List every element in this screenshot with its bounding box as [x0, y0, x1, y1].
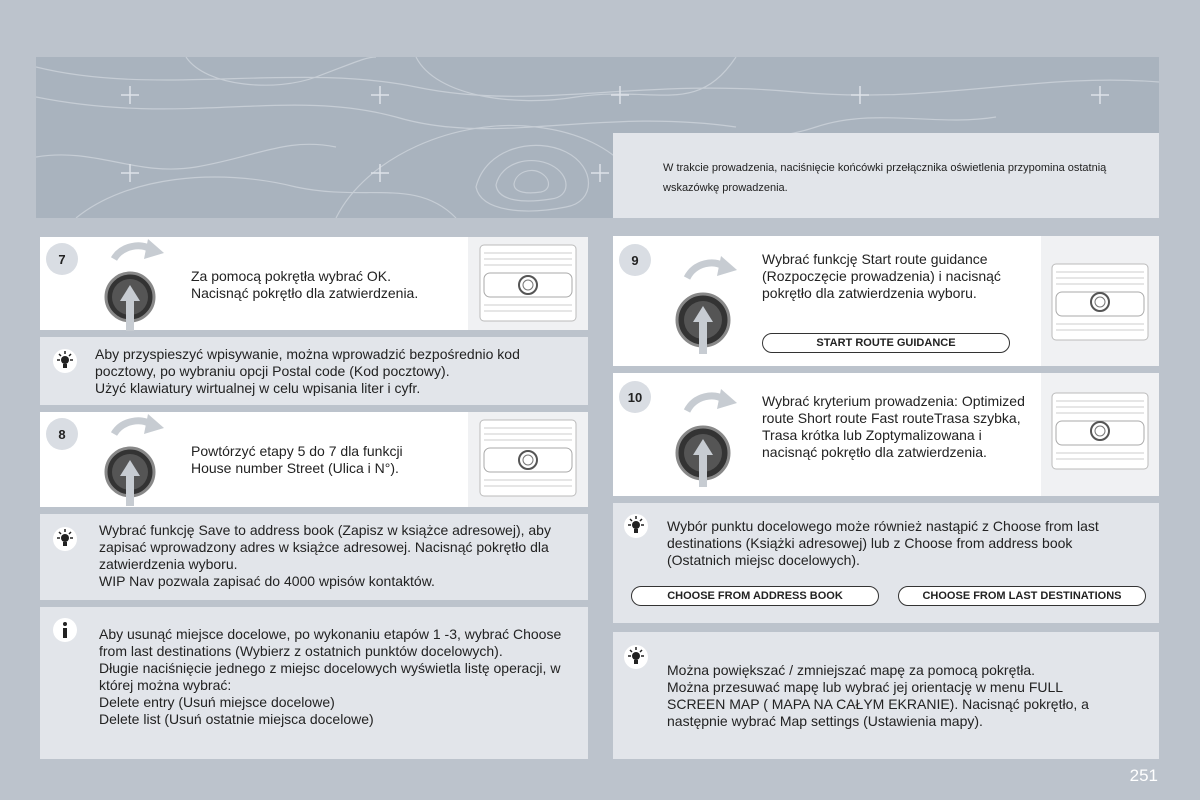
- info-delete-destination-panel: [40, 607, 588, 759]
- step-9-panel: [613, 236, 1159, 366]
- choose-from-address-book-button[interactable]: CHOOSE FROM ADDRESS BOOK: [631, 586, 879, 606]
- radio-unit-icon: [468, 237, 588, 330]
- lightbulb-icon: [52, 526, 78, 552]
- rotary-knob-icon: [675, 254, 739, 354]
- radio-unit-icon: [1041, 373, 1159, 496]
- tip-map-zoom-text: Można powiększać / zmniejszać mapę za pomocą pokrętła. Można przesuwać mapę lub wybrać jej orientację w menu FULL SCREEN MAP ( MAPA NA CAŁYM EKRANIE). Nacisnąć pokrętło, a następnie wybrać Map settings (Ustawienia mapy).: [667, 662, 1089, 729]
- step-number-10: 10: [619, 381, 651, 413]
- radio-panel-image: [1041, 236, 1159, 366]
- step-number-9: 9: [619, 244, 651, 276]
- step-10-text: Wybrać kryterium prowadzenia: Optimized route Short route Fast routeTrasa szybka, Trasa krótka lub Zoptymalizowana i nacisnąć pokrętło dla zatwierdzenia.: [762, 393, 1025, 460]
- guidance-reminder-note: [613, 133, 1159, 218]
- step-7-panel: [40, 237, 588, 330]
- step-number-7: 7: [46, 243, 78, 275]
- guidance-reminder-text: W trakcie prowadzenia, naciśnięcie końcówki przełącznika oświetlenia przypomina ostatnią wskazówkę prowadzenia.: [663, 162, 1107, 194]
- rotary-knob-icon: [675, 387, 739, 487]
- radio-unit-icon: [468, 412, 588, 507]
- lightbulb-icon: [623, 513, 649, 539]
- step-8-panel: [40, 412, 588, 507]
- tip-save-address-text: Wybrać funkcję Save to address book (Zapisz w książce adresowej), aby zapisać wprowadzony adres w książce adresowej. Nacisnąć pokrętło dla zatwierdzenia wyboru. WIP Nav pozwala zapisać do 4000 wpisów kontaktów.: [99, 522, 551, 589]
- lightbulb-icon: [52, 348, 78, 374]
- rotary-knob-icon: [102, 239, 166, 331]
- step-8-text: Powtórzyć etapy 5 do 7 dla funkcji House number Street (Ulica i N°).: [191, 443, 403, 476]
- info-delete-destination-text: Aby usunąć miejsce docelowe, po wykonaniu etapów 1 -3, wybrać Choose from last destinations (Wybierz z ostatnich punktów docelowych). Długie naciśnięcie jednego z miejsc docelowych wyświetla listę operacji, w której można wybrać: Delete entry (Usuń miejsce docelowe) Delete list (Usuń ostatnie miejsca docelowe): [99, 626, 562, 727]
- radio-panel-image: [1041, 373, 1159, 496]
- start-route-guidance-button[interactable]: START ROUTE GUIDANCE: [762, 333, 1010, 353]
- tip-map-zoom-panel: [613, 632, 1159, 759]
- rotary-knob-icon: [102, 414, 166, 506]
- choose-from-last-destinations-button[interactable]: CHOOSE FROM LAST DESTINATIONS: [898, 586, 1146, 606]
- lightbulb-icon: [623, 644, 649, 670]
- radio-unit-icon: [1041, 236, 1159, 366]
- info-icon: [52, 617, 78, 643]
- step-number-8: 8: [46, 418, 78, 450]
- tip-save-address-panel: [40, 514, 588, 600]
- step-7-text: Za pomocą pokrętła wybrać OK. Nacisnąć pokrętło dla zatwierdzenia.: [191, 268, 419, 301]
- tip-choose-destination-panel: [613, 503, 1159, 623]
- radio-panel-image: [468, 237, 588, 330]
- tip-postal-code-panel: [40, 337, 588, 405]
- tip-postal-code-text: Aby przyspieszyć wpisywanie, można wprowadzić bezpośrednio kod pocztowy, po wybraniu opcji Postal code (Kod pocztowy). Użyć klawiatury wirtualnej w celu wpisania liter i cyfr.: [95, 346, 520, 396]
- page-number: 251: [1129, 766, 1158, 785]
- radio-panel-image: [468, 412, 588, 507]
- step-9-text: Wybrać funkcję Start route guidance (Rozpoczęcie prowadzenia) i nacisnąć pokrętło dla zatwierdzenia wyboru.: [762, 251, 1001, 301]
- tip-choose-destination-text: Wybór punktu docelowego może również nastąpić z Choose from last destinations (Książki adresowej) lub z Choose from address book (Ostatnich miejsc docelowych).: [667, 518, 1099, 568]
- step-10-panel: [613, 373, 1159, 496]
